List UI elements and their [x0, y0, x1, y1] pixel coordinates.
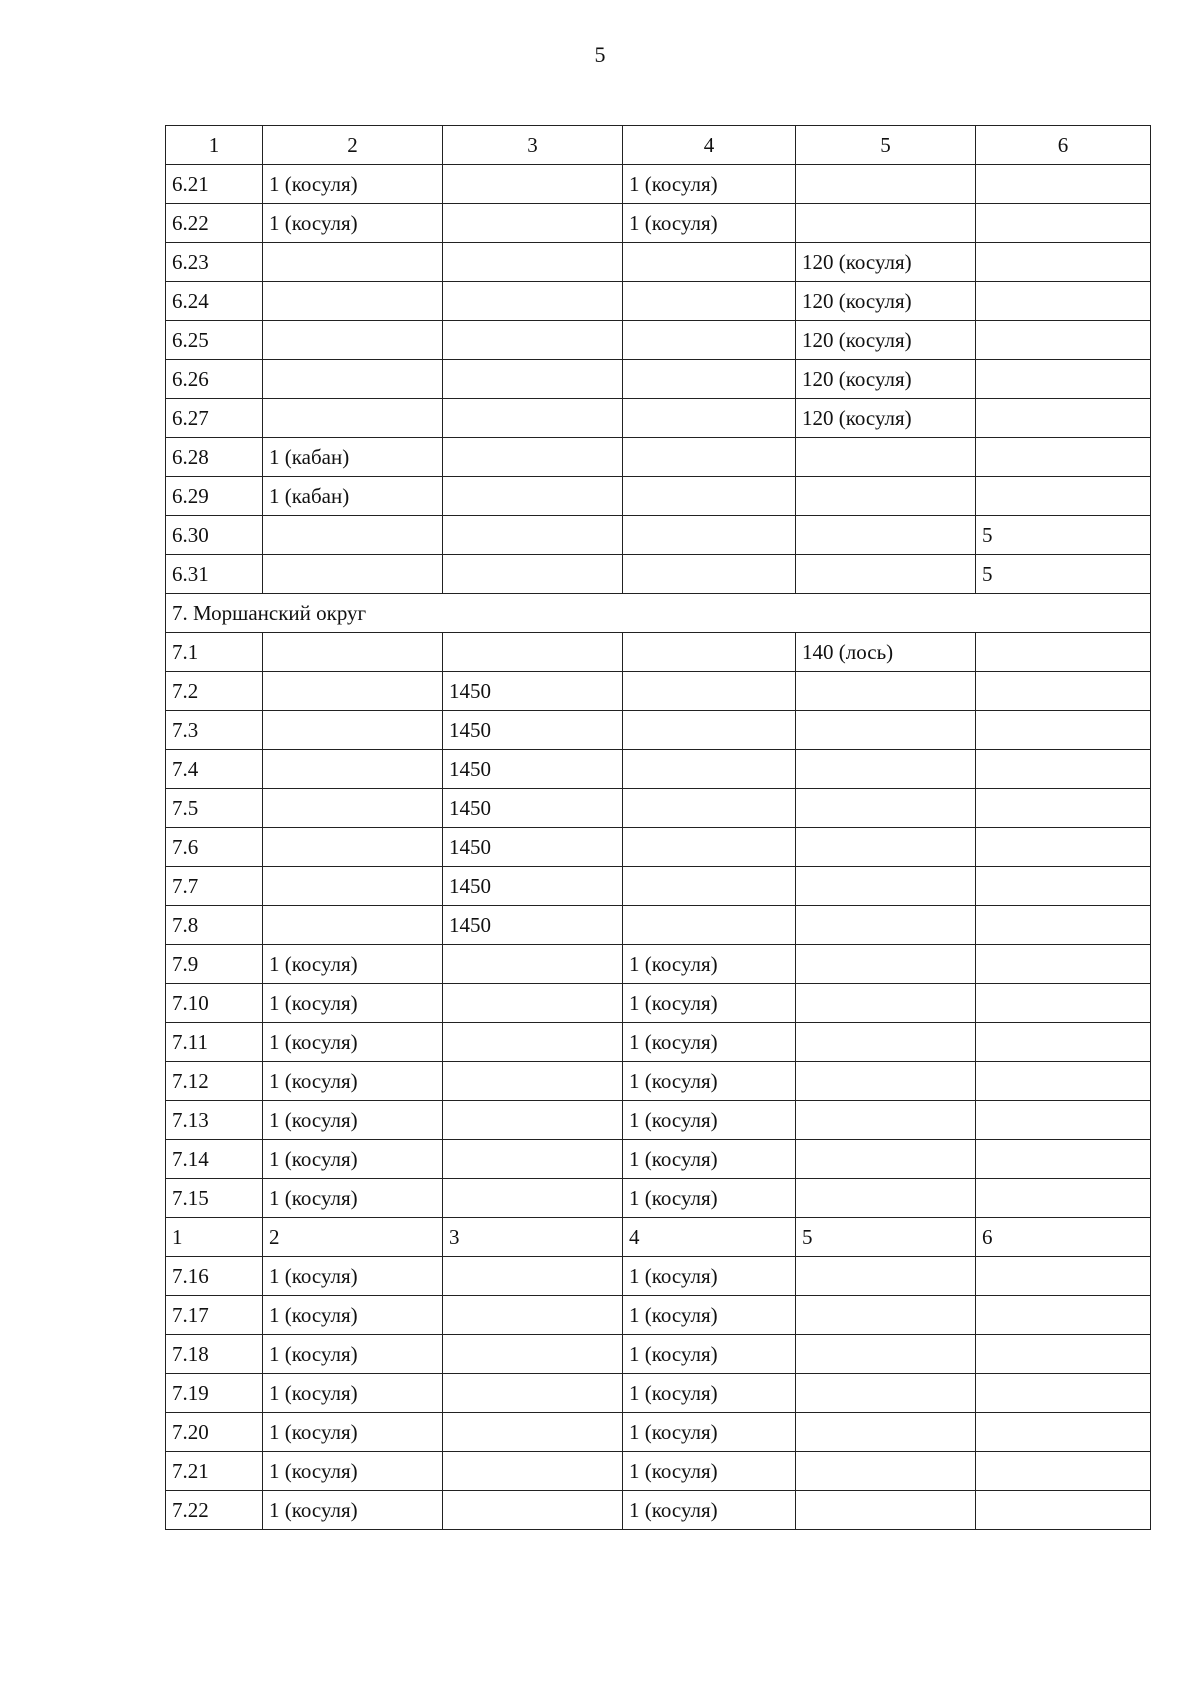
- table-cell-col-1: 7.11: [166, 1023, 263, 1062]
- table-cell-col-1: 7.4: [166, 750, 263, 789]
- table-cell-col-5: 120 (косуля): [796, 360, 976, 399]
- table-cell-col-1: 7.14: [166, 1140, 263, 1179]
- table-cell-col-2: 1 (косуля): [263, 1023, 443, 1062]
- table-cell-col-2: [263, 828, 443, 867]
- table-cell-col-4: [623, 516, 796, 555]
- table-cell-col-2: 1 (косуля): [263, 1140, 443, 1179]
- table-cell-col-3: [443, 945, 623, 984]
- table-cell-col-6: [976, 282, 1151, 321]
- table-cell-col-5: [796, 1452, 976, 1491]
- table-cell-col-2: [263, 789, 443, 828]
- table-cell-col-3: [443, 1374, 623, 1413]
- table-cell-col-5: 140 (лось): [796, 633, 976, 672]
- table-cell-col-2: [263, 282, 443, 321]
- page-number: 5: [594, 42, 606, 67]
- table-cell-col-3: 3: [443, 1218, 623, 1257]
- table-cell-col-4: 4: [623, 1218, 796, 1257]
- table-cell-col-2: 1 (косуля): [263, 1062, 443, 1101]
- table-cell-col-6: [976, 243, 1151, 282]
- table-cell-col-6: 5: [976, 516, 1151, 555]
- table-row: [166, 477, 1151, 516]
- table-cell-col-3: [443, 1491, 623, 1530]
- table-cell-col-5: [796, 1296, 976, 1335]
- table-row: [166, 204, 1151, 243]
- table-cell-col-2: 2: [263, 1218, 443, 1257]
- table-cell-col-3: [443, 360, 623, 399]
- table-cell-col-5: [796, 1257, 976, 1296]
- table-body: [166, 126, 1151, 1530]
- table-cell-col-2: [263, 243, 443, 282]
- table-row: [166, 360, 1151, 399]
- table-cell-col-3: [443, 516, 623, 555]
- table-cell-col-1: 7.17: [166, 1296, 263, 1335]
- table-cell-col-5: [796, 1491, 976, 1530]
- table-cell-col-6: [976, 1140, 1151, 1179]
- table-cell-col-3: [443, 204, 623, 243]
- table-cell-col-4: 1 (косуля): [623, 204, 796, 243]
- table-cell-col-1: 1: [166, 1218, 263, 1257]
- table-cell-col-1: 7.19: [166, 1374, 263, 1413]
- table-cell-col-6: [976, 1062, 1151, 1101]
- table-cell-col-1: 7.22: [166, 1491, 263, 1530]
- table-cell-col-1: 6.30: [166, 516, 263, 555]
- table-cell-col-5: 120 (косуля): [796, 399, 976, 438]
- table-cell-col-5: [796, 750, 976, 789]
- table-cell-col-6: [976, 984, 1151, 1023]
- table-cell-col-2: [263, 867, 443, 906]
- table-cell-col-3: [443, 1023, 623, 1062]
- table-cell-col-3: [443, 282, 623, 321]
- table-cell-col-3: [443, 1140, 623, 1179]
- table-cell-col-4: [623, 789, 796, 828]
- table-cell-col-6: [976, 711, 1151, 750]
- table-cell-col-6: [976, 1413, 1151, 1452]
- table-row: [166, 672, 1151, 711]
- table-cell-col-4: 1 (косуля): [623, 1335, 796, 1374]
- table-cell-col-4: 1 (косуля): [623, 1023, 796, 1062]
- table-cell-col-6: [976, 1179, 1151, 1218]
- table-row: [166, 984, 1151, 1023]
- table-row: [166, 1179, 1151, 1218]
- table-cell-col-5: [796, 165, 976, 204]
- table-row: [166, 1374, 1151, 1413]
- table-cell-col-1: 7.6: [166, 828, 263, 867]
- table-cell-col-2: [263, 399, 443, 438]
- table-cell-col-2: 1 (косуля): [263, 1179, 443, 1218]
- table-cell-col-1: 6.24: [166, 282, 263, 321]
- table-cell-col-2: [263, 360, 443, 399]
- table-cell-col-5: [796, 438, 976, 477]
- table-row: [166, 555, 1151, 594]
- table-cell-col-5: [796, 516, 976, 555]
- table-cell-col-3: [443, 1296, 623, 1335]
- table-cell-col-3: [443, 165, 623, 204]
- table-cell-col-6: [976, 789, 1151, 828]
- table-cell-col-5: [796, 204, 976, 243]
- table-cell-col-3: [443, 633, 623, 672]
- table-cell-col-6: [976, 672, 1151, 711]
- table-cell-col-6: [976, 1374, 1151, 1413]
- table-cell-col-4: [623, 399, 796, 438]
- table-cell-col-1: 7.9: [166, 945, 263, 984]
- table-cell-col-1: 7.13: [166, 1101, 263, 1140]
- table-cell-col-5: 120 (косуля): [796, 282, 976, 321]
- table-cell-col-1: 7.12: [166, 1062, 263, 1101]
- table-cell-col-5: [796, 1413, 976, 1452]
- table-cell-col-1: 7.3: [166, 711, 263, 750]
- table-row: [166, 711, 1151, 750]
- table-cell-col-2: [263, 906, 443, 945]
- table-cell-col-5: [796, 1179, 976, 1218]
- table-cell-col-1: 7.20: [166, 1413, 263, 1452]
- table-cell-col-4: 1 (косуля): [623, 945, 796, 984]
- table-row: [166, 750, 1151, 789]
- table-cell-col-1: 6.28: [166, 438, 263, 477]
- table-cell-col-1: 6.22: [166, 204, 263, 243]
- table-cell-col-2: [263, 633, 443, 672]
- table-cell-col-5: 5: [796, 1218, 976, 1257]
- table-cell-col-2: 1 (косуля): [263, 1452, 443, 1491]
- table-cell-col-2: 1 (косуля): [263, 1257, 443, 1296]
- table-cell-col-2: 1 (косуля): [263, 1335, 443, 1374]
- table-cell-col-2: 1 (косуля): [263, 984, 443, 1023]
- table-cell-col-2: [263, 711, 443, 750]
- table-cell-col-5: 120 (косуля): [796, 243, 976, 282]
- data-table: [165, 125, 1151, 1530]
- table-cell-col-3: 1450: [443, 789, 623, 828]
- table-cell-col-5: [796, 828, 976, 867]
- table-cell-col-3: [443, 1257, 623, 1296]
- table-cell-col-4: [623, 243, 796, 282]
- table-cell-col-5: [796, 1023, 976, 1062]
- table-cell-col-3: [443, 477, 623, 516]
- table-cell-col-1: 6.26: [166, 360, 263, 399]
- table-cell-col-2: 1 (косуля): [263, 1296, 443, 1335]
- table-cell-col-2: 1 (кабан): [263, 477, 443, 516]
- header-cell-3: 3: [443, 126, 623, 165]
- table-cell-col-2: 1 (кабан): [263, 438, 443, 477]
- table-cell-col-5: [796, 1140, 976, 1179]
- table-cell-col-5: [796, 555, 976, 594]
- table-cell-col-2: 1 (косуля): [263, 1374, 443, 1413]
- table-row: [166, 1218, 1151, 1257]
- table-cell-col-6: [976, 1296, 1151, 1335]
- table-cell-col-5: [796, 477, 976, 516]
- table-row: [166, 438, 1151, 477]
- table-cell-col-6: [976, 828, 1151, 867]
- table-cell-col-4: 1 (косуля): [623, 984, 796, 1023]
- table-cell-col-4: [623, 633, 796, 672]
- table-row: [166, 828, 1151, 867]
- table-cell-col-1: 6.21: [166, 165, 263, 204]
- table-cell-col-3: [443, 1452, 623, 1491]
- table-row: [166, 633, 1151, 672]
- table-cell-col-4: [623, 711, 796, 750]
- table-row: [166, 1023, 1151, 1062]
- table-cell-col-6: [976, 867, 1151, 906]
- table-row: [166, 945, 1151, 984]
- table-cell-col-4: 1 (косуля): [623, 1140, 796, 1179]
- table-row: [166, 243, 1151, 282]
- table-row: [166, 1257, 1151, 1296]
- table-cell-col-4: [623, 438, 796, 477]
- table-cell-col-3: [443, 438, 623, 477]
- table-cell-col-1: 6.31: [166, 555, 263, 594]
- table-cell-col-3: 1450: [443, 711, 623, 750]
- table-cell-col-3: 1450: [443, 750, 623, 789]
- table-cell-col-4: [623, 750, 796, 789]
- table-cell-col-6: [976, 165, 1151, 204]
- table-cell-col-3: 1450: [443, 672, 623, 711]
- table-cell-col-4: 1 (косуля): [623, 165, 796, 204]
- table-cell-col-6: [976, 945, 1151, 984]
- table-cell-col-2: [263, 321, 443, 360]
- table-cell-col-2: 1 (косуля): [263, 1491, 443, 1530]
- table-row: [166, 867, 1151, 906]
- table-cell-col-5: [796, 672, 976, 711]
- table-cell-col-6: [976, 204, 1151, 243]
- table-cell-col-5: [796, 1374, 976, 1413]
- table-cell-col-6: [976, 321, 1151, 360]
- table-cell-col-5: [796, 867, 976, 906]
- table-cell-col-4: 1 (косуля): [623, 1179, 796, 1218]
- section-header-row: [166, 594, 1151, 633]
- table-cell-col-2: 1 (косуля): [263, 945, 443, 984]
- table-cell-col-5: [796, 789, 976, 828]
- table-cell-col-2: 1 (косуля): [263, 165, 443, 204]
- table-cell-col-6: [976, 906, 1151, 945]
- table-cell-col-1: 7.18: [166, 1335, 263, 1374]
- table-cell-col-1: 6.27: [166, 399, 263, 438]
- table-cell-col-6: [976, 750, 1151, 789]
- table-cell-col-4: 1 (косуля): [623, 1257, 796, 1296]
- table-cell-col-4: [623, 672, 796, 711]
- table-cell-col-1: 7.5: [166, 789, 263, 828]
- table-cell-col-3: [443, 1179, 623, 1218]
- table-cell-col-3: 1450: [443, 828, 623, 867]
- table-cell-col-6: [976, 438, 1151, 477]
- table-cell-col-3: [443, 984, 623, 1023]
- table-cell-col-2: 1 (косуля): [263, 1413, 443, 1452]
- table-cell-col-6: [976, 633, 1151, 672]
- table-cell-col-4: 1 (косуля): [623, 1413, 796, 1452]
- table-cell-col-6: [976, 1101, 1151, 1140]
- header-cell-5: 5: [796, 126, 976, 165]
- table-cell-col-3: [443, 1335, 623, 1374]
- table-cell-col-4: 1 (косуля): [623, 1374, 796, 1413]
- table-row: [166, 1335, 1151, 1374]
- table-cell-col-6: [976, 1491, 1151, 1530]
- table-row: [166, 1413, 1151, 1452]
- table-cell-col-6: [976, 360, 1151, 399]
- table-cell-col-4: [623, 906, 796, 945]
- table-row: [166, 1062, 1151, 1101]
- table-row: [166, 1452, 1151, 1491]
- table-cell-col-3: [443, 1101, 623, 1140]
- table-cell-col-1: 6.25: [166, 321, 263, 360]
- table-row: [166, 1491, 1151, 1530]
- table-cell-col-3: [443, 321, 623, 360]
- table-cell-col-2: 1 (косуля): [263, 1101, 443, 1140]
- table-cell-col-3: 1450: [443, 867, 623, 906]
- header-cell-2: 2: [263, 126, 443, 165]
- table-cell-col-1: 7.8: [166, 906, 263, 945]
- table-cell-col-5: [796, 1335, 976, 1374]
- table-row: [166, 1296, 1151, 1335]
- table-row: [166, 906, 1151, 945]
- table-cell-col-1: 7.10: [166, 984, 263, 1023]
- table-cell-col-3: [443, 399, 623, 438]
- table-cell-col-5: [796, 984, 976, 1023]
- table-cell-col-1: 7.2: [166, 672, 263, 711]
- table-cell-col-2: [263, 672, 443, 711]
- section-title: 7. Моршанский округ: [166, 594, 1151, 633]
- table-cell-col-4: [623, 828, 796, 867]
- table-cell-col-1: 7.7: [166, 867, 263, 906]
- table-row: [166, 165, 1151, 204]
- header-cell-4: 4: [623, 126, 796, 165]
- table-cell-col-4: 1 (косуля): [623, 1452, 796, 1491]
- table-row: [166, 1140, 1151, 1179]
- table-cell-col-1: 6.23: [166, 243, 263, 282]
- table-cell-col-1: 7.15: [166, 1179, 263, 1218]
- table-cell-col-6: 5: [976, 555, 1151, 594]
- table-cell-col-3: [443, 243, 623, 282]
- table-cell-col-4: [623, 282, 796, 321]
- table-cell-col-3: [443, 555, 623, 594]
- table-cell-col-3: [443, 1062, 623, 1101]
- table-cell-col-5: [796, 945, 976, 984]
- table-cell-col-4: [623, 477, 796, 516]
- table-row: [166, 321, 1151, 360]
- table-cell-col-3: 1450: [443, 906, 623, 945]
- table-cell-col-4: 1 (косуля): [623, 1062, 796, 1101]
- table-cell-col-5: [796, 906, 976, 945]
- table-cell-col-6: 6: [976, 1218, 1151, 1257]
- table-cell-col-4: 1 (косуля): [623, 1491, 796, 1530]
- table-row: [166, 1101, 1151, 1140]
- table-cell-col-1: 7.1: [166, 633, 263, 672]
- table-cell-col-4: [623, 360, 796, 399]
- table-cell-col-5: [796, 1101, 976, 1140]
- table-cell-col-2: 1 (косуля): [263, 204, 443, 243]
- table-row: [166, 282, 1151, 321]
- table-cell-col-5: 120 (косуля): [796, 321, 976, 360]
- header-cell-1: 1: [166, 126, 263, 165]
- header-cell-6: 6: [976, 126, 1151, 165]
- table-cell-col-5: [796, 1062, 976, 1101]
- table-header-row: [166, 126, 1151, 165]
- table-cell-col-1: 7.21: [166, 1452, 263, 1491]
- table-cell-col-6: [976, 1023, 1151, 1062]
- table-cell-col-4: 1 (косуля): [623, 1296, 796, 1335]
- table-cell-col-5: [796, 711, 976, 750]
- table-cell-col-2: [263, 516, 443, 555]
- table-cell-col-1: 6.29: [166, 477, 263, 516]
- table-cell-col-4: [623, 555, 796, 594]
- table-cell-col-4: [623, 867, 796, 906]
- table-row: [166, 516, 1151, 555]
- table-row: [166, 399, 1151, 438]
- table-cell-col-1: 7.16: [166, 1257, 263, 1296]
- table-cell-col-6: [976, 1335, 1151, 1374]
- table-cell-col-3: [443, 1413, 623, 1452]
- table-cell-col-6: [976, 399, 1151, 438]
- table-row: [166, 789, 1151, 828]
- table-cell-col-4: 1 (косуля): [623, 1101, 796, 1140]
- table-cell-col-4: [623, 321, 796, 360]
- table-cell-col-6: [976, 1257, 1151, 1296]
- table-cell-col-2: [263, 555, 443, 594]
- table-cell-col-6: [976, 477, 1151, 516]
- table-cell-col-2: [263, 750, 443, 789]
- table-cell-col-6: [976, 1452, 1151, 1491]
